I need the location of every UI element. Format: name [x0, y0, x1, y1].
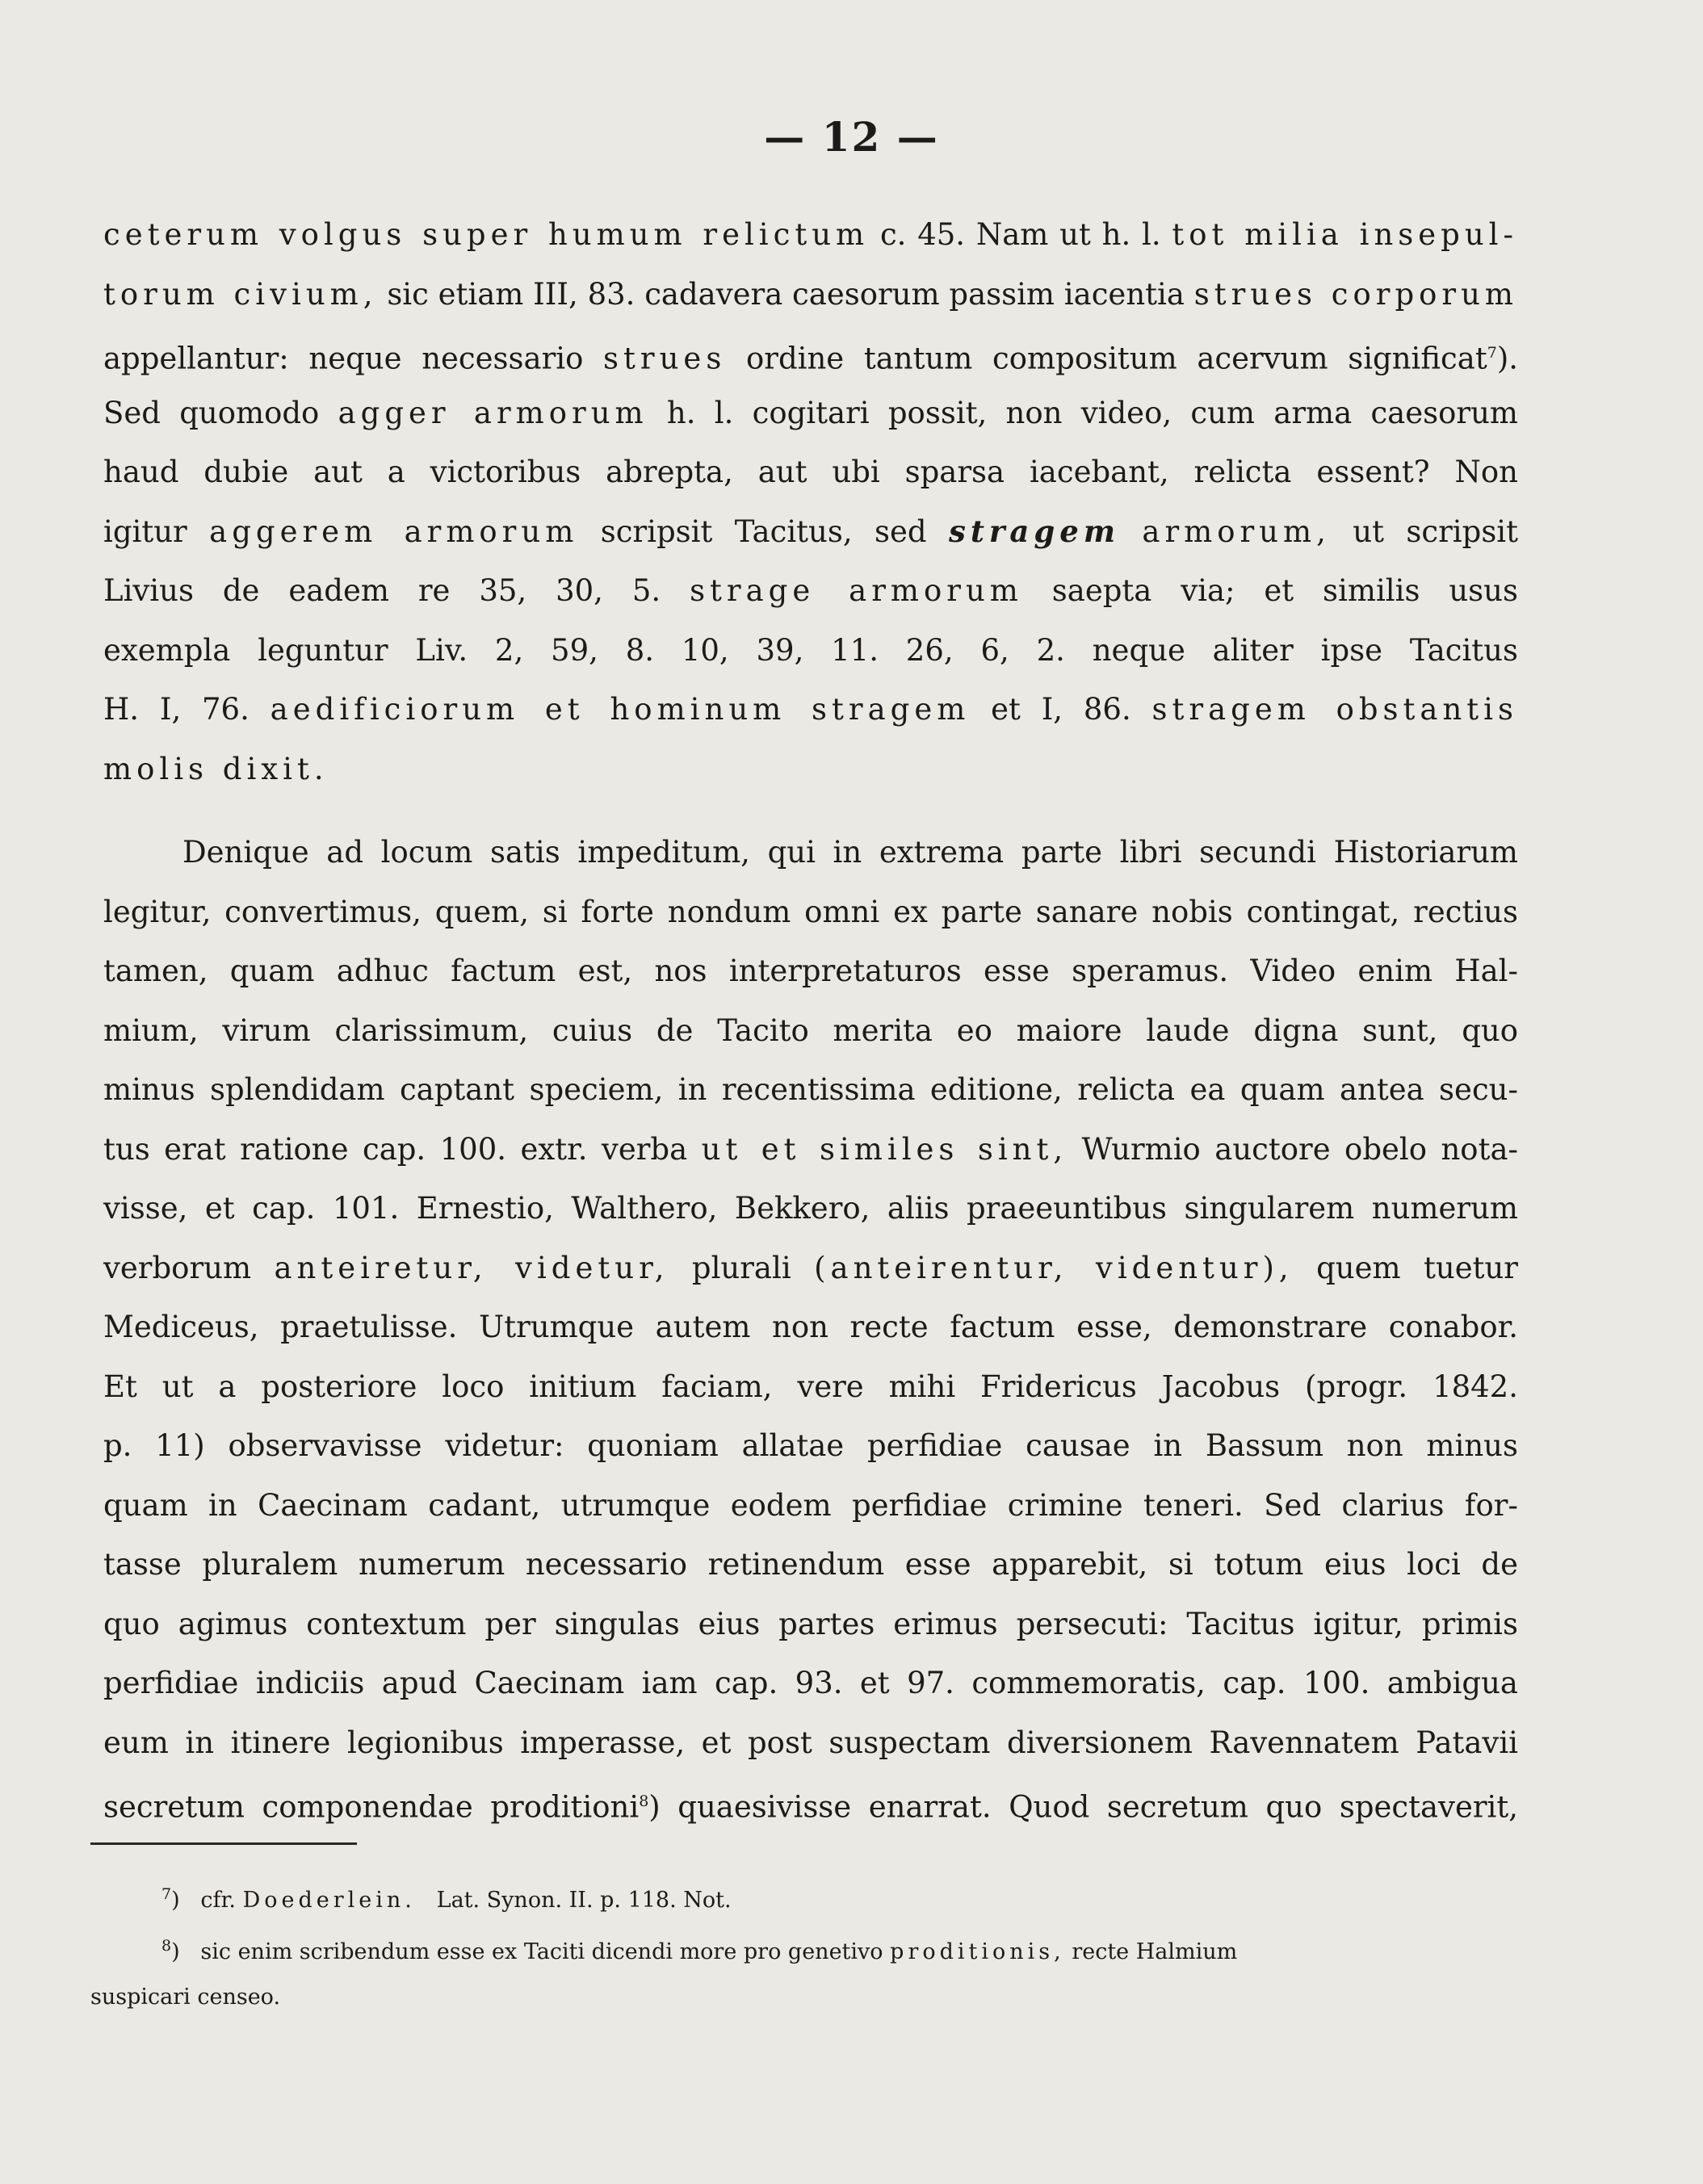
footnote-divider: [90, 1842, 357, 1845]
text-line: [103, 1772, 1518, 1832]
page-number: — 12 —: [764, 113, 939, 161]
footnote-marker: 8: [161, 1937, 172, 1955]
paragraph-1: [103, 205, 1518, 799]
text-segment: sic etiam III, 83. cadavera caesorum passim iacentia: [387, 276, 1185, 312]
text-line: eum in itinere legionibus imperasse, et post suspectam diversionem Ravennatem Patavii: [103, 1725, 1518, 1760]
spaced-phrase: aggerem armorum: [209, 514, 579, 549]
text-segment: c. 45. Nam ut h. l.: [879, 217, 1161, 252]
text-segment: igitur: [103, 514, 187, 549]
spaced-phrase: agger armorum: [338, 395, 648, 430]
text-line: Mediceus, praetulisse. Utrumque autem non recte factum esse, demonstrare conabor.: [103, 1310, 1518, 1344]
text-line: [103, 324, 1518, 384]
text-segment: Sed quomodo: [103, 395, 320, 430]
text-line: mium, virum clarissimum, cuius de Tacito merita eo maiore laude digna sunt, quo: [103, 1012, 1518, 1048]
text-segment: sic enim scribendum esse ex Taciti dicendi more pro genetivo: [200, 1939, 883, 1964]
text-line: [103, 205, 1518, 265]
text-line: [103, 502, 1518, 562]
text-segment: ) quaesivisse enarrat. Quod secretum quo spectaverit,: [648, 1789, 1518, 1825]
text-segment: et I, 86.: [991, 692, 1131, 727]
text-line: Denique ad locum satis impeditum, qui in extrema parte libri secundi Historiarum: [182, 835, 1518, 870]
text-segment: ).: [1496, 341, 1519, 376]
spaced-phrase: tot milia insepul-: [1172, 217, 1519, 252]
paragraph-gap: [103, 799, 1518, 823]
text-segment: H. I, 76.: [103, 692, 250, 727]
emphasis-phrase: stragem: [949, 513, 1120, 549]
spaced-phrase: anteiretur, videtur,: [274, 1250, 669, 1285]
text-segment: cfr.: [200, 1888, 237, 1913]
text-line: molis dixit.: [103, 751, 329, 786]
spaced-phrase: Doederlein.: [242, 1888, 416, 1913]
footnote-8: $^8$) sic enim scribendum esse ex Taciti dicendi more pro genetivo proditionis, recte Halmium: [161, 1937, 1238, 1964]
text-segment: ut scripsit: [1353, 514, 1519, 549]
text-segment: plurali: [691, 1250, 791, 1285]
text-line: [103, 1239, 1518, 1298]
spaced-phrase: aedificiorum et hominum stragem: [270, 692, 971, 727]
text-line: perfidiae indiciis apud Caecinam iam cap. 93. et 97. commemoratis, cap. 100. ambigua: [103, 1666, 1518, 1700]
footnote-marker: 7: [161, 1885, 172, 1903]
text-segment: appellantur: neque necessario: [103, 341, 584, 376]
text-line: exempla leguntur Liv. 2, 59, 8. 10, 39, 11. 26, 6, 2. neque aliter ipse Tacitus: [103, 632, 1518, 668]
footnote-ref: 7: [1487, 344, 1497, 362]
footnote-ref: 8: [639, 1792, 649, 1810]
spaced-phrase: strage armorum: [690, 573, 1023, 608]
text-segment: scripsit Tacitus, sed: [600, 514, 927, 549]
spaced-phrase: ceterum volgus super humum relictum: [103, 217, 870, 252]
spaced-phrase: stragem obstantis: [1151, 692, 1518, 727]
spaced-phrase: ut et similes sint,: [701, 1131, 1068, 1167]
text-segment: secretum componendae proditioni: [103, 1789, 640, 1825]
spaced-phrase: strues corporum: [1193, 276, 1519, 312]
text-line: tasse pluralem numerum necessario retinendum esse apparebit, si totum eius loci de: [103, 1547, 1518, 1582]
spaced-phrase: proditionis,: [890, 1939, 1065, 1964]
text-line: tamen, quam adhuc factum est, nos interpretaturos esse speramus. Video enim Hal-: [103, 954, 1518, 988]
text-line: p. 11) observavisse videtur: quoniam allatae perfidiae causae in Bassum non minus: [103, 1428, 1518, 1463]
text-line: minus splendidam captant speciem, in recentissima editione, relicta ea quam antea secu-: [103, 1072, 1518, 1107]
text-segment: Wurmio auctore obelo nota-: [1081, 1131, 1518, 1167]
spaced-phrase: strues: [603, 341, 727, 376]
text-segment: Lat. Synon. II. p. 118. Not.: [436, 1888, 732, 1913]
text-segment: tus erat ratione cap. 100. extr. verba: [103, 1131, 688, 1167]
text-line: legitur, convertimus, quem, si forte nondum omni ex parte sanare nobis contingat, rectius: [103, 894, 1518, 929]
text-line: quo agimus contextum per singulas eius partes erimus persecuti: Tacitus igitur, primis: [103, 1606, 1518, 1641]
text-line: [103, 384, 1518, 443]
text-segment: ordine tantum compositum acervum significat: [745, 341, 1487, 376]
text-line: quam in Caecinam cadant, utrumque eodem perfidiae crimine teneri. Sed clarius for-: [103, 1487, 1518, 1523]
text-segment: verborum: [103, 1250, 252, 1285]
text-segment: quem tuetur: [1316, 1250, 1518, 1285]
text-segment: saepta via; et similis usus: [1051, 573, 1518, 608]
text-line: [103, 680, 1518, 740]
paragraph-2: [103, 823, 1518, 1832]
text-line: Et ut a posteriore loco initium faciam, vere mihi Fridericus Jacobus (progr. 1842.: [103, 1369, 1518, 1404]
text-segment: h. l. cogitari possit, non video, cum arma caesorum: [666, 395, 1519, 430]
text-line: visse, et cap. 101. Ernestio, Walthero, Bekkero, aliis praeeuntibus singularem numerum: [103, 1191, 1518, 1226]
main-text: [103, 205, 1518, 1832]
text-segment: recte Halmium: [1072, 1939, 1238, 1964]
spaced-phrase: torum civium,: [103, 276, 378, 312]
spaced-phrase: (anteirentur, videntur),: [814, 1250, 1294, 1285]
text-line: haud dubie aut a victoribus abrepta, aut ubi sparsa iacebant, relicta essent? Non: [103, 455, 1518, 489]
footnote-8-continued: suspicari censeo.: [90, 1985, 281, 2010]
spaced-phrase: armorum,: [1142, 514, 1331, 549]
footnote-7: $^7$) cfr. Doederlein. Lat. Synon. II. p. 118. Not.: [161, 1885, 732, 1913]
text-segment: Livius de eadem re 35, 30, 5.: [103, 573, 661, 608]
text-line: [103, 561, 1518, 621]
footnotes: [90, 1872, 1505, 2020]
text-line: [103, 1120, 1518, 1180]
text-line: [103, 265, 1518, 325]
